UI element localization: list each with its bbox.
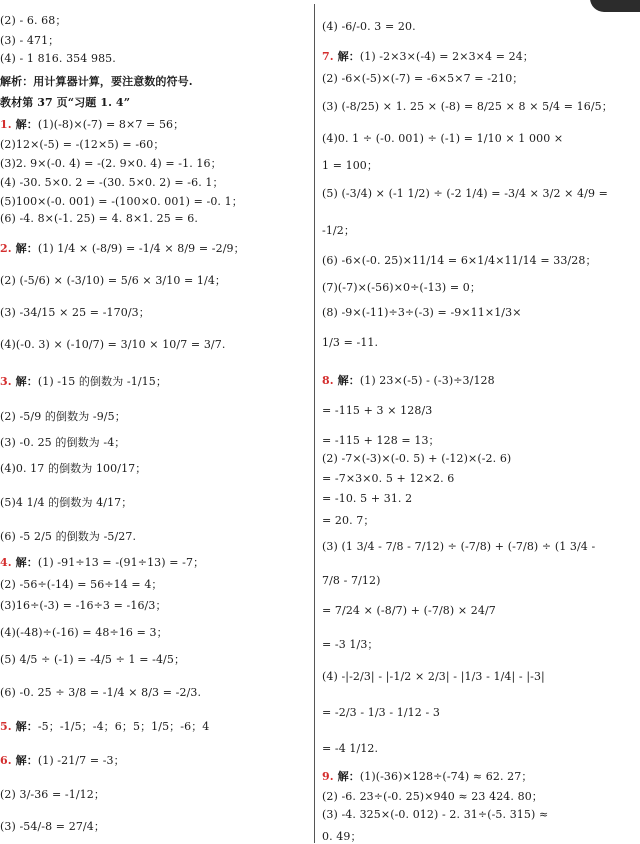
math-text: (2) -6×(-5)×(-7) = -6×5×7 = -210； — [322, 72, 524, 85]
math-text: (3)2. 9×(-0. 4) = -(2. 9×0. 4) = -1. 16； — [0, 157, 222, 170]
solution-line — [0, 338, 225, 351]
math-text: (1) 1/4 × (-8/9) = -1/4 × 8/9 = -2/9； — [37, 242, 245, 255]
solution-line — [322, 132, 563, 145]
solution-line — [322, 222, 355, 238]
solution-line — [0, 155, 222, 171]
solution-label: 解： — [11, 720, 38, 733]
solution-line — [322, 788, 543, 804]
problem-heading-line — [0, 240, 245, 256]
problem-number: 1. — [0, 118, 12, 131]
math-text: 1 = 100； — [322, 159, 379, 172]
solution-line — [322, 742, 378, 755]
solution-line — [322, 432, 440, 448]
solution-line — [322, 336, 378, 349]
solution-line — [322, 157, 378, 173]
math-text: = -3 1/3； — [322, 638, 379, 651]
math-text: (3) -54/-8 = 27/4； — [0, 820, 105, 833]
math-text: (5)4 1/4 的倒数为 4/17； — [0, 496, 133, 509]
problem-number: 9. — [322, 770, 334, 783]
right-column — [322, 0, 640, 843]
math-text: (3) (1 3/4 - 7/8 - 7/12) ÷ (-7/8) + (-7/8) ÷ (1 3/4 - — [322, 540, 596, 553]
solution-line — [0, 12, 66, 28]
solution-line — [322, 808, 548, 821]
problem-number: 8. — [322, 374, 334, 387]
solution-line — [0, 818, 105, 834]
solution-line — [322, 404, 432, 417]
solution-line — [0, 651, 185, 667]
problem-number: 6. — [0, 754, 12, 767]
solution-line — [322, 828, 362, 844]
solution-line — [322, 279, 481, 295]
solution-line — [0, 460, 146, 476]
math-text: (3) (-8/25) × 1. 25 × (-8) = 8/25 × 8 × 5/4 = 16/5； — [322, 100, 613, 113]
math-text: (2) -7×(-3)×(-0. 5) + (-12)×(-2. 6) — [322, 452, 512, 465]
math-text: (6) -0. 25 ÷ 3/8 = -1/4 × 8/3 = -2/3. — [0, 686, 202, 699]
problem-number: 5. — [0, 720, 12, 733]
solution-label: 解： — [11, 556, 38, 569]
solution-line — [322, 636, 379, 652]
math-text: (1) -2×3×(-4) = 2×3×4 = 24； — [359, 50, 534, 63]
solution-line — [0, 73, 193, 89]
math-text: (6) -4. 8×(-1. 25) = 4. 8×1. 25 = 6. — [0, 212, 199, 225]
solution-line — [0, 193, 243, 209]
solution-label: 解： — [11, 242, 38, 255]
math-text: (1) -21/7 = -3； — [37, 754, 125, 767]
math-text: = 7/24 × (-8/7) + (-7/8) × 24/7 — [322, 604, 496, 617]
solution-line — [0, 212, 198, 225]
math-text: = -7×3×0. 5 + 12×2. 6 — [322, 472, 455, 485]
math-text: (3) -0. 25 的倒数为 -4； — [0, 436, 126, 449]
solution-line — [0, 94, 130, 110]
math-text: (3) -34/15 × 25 = -170/3； — [0, 306, 150, 319]
math-text: (1) -91÷13 = -(91÷13) = -7； — [37, 556, 205, 569]
math-text: 7/8 - 7/12) — [322, 574, 381, 587]
math-text: (1) -15 的倒数为 -1/15； — [37, 375, 167, 388]
math-text: = -115 + 3 × 128/3 — [322, 404, 433, 417]
solution-line — [0, 434, 125, 450]
solution-line — [0, 786, 105, 802]
math-text: (3)16÷(-3) = -16÷3 = -16/3； — [0, 599, 167, 612]
solution-label: 解： — [11, 118, 38, 131]
solution-label: 解： — [333, 374, 360, 387]
solution-line — [0, 408, 126, 424]
problem-number: 4. — [0, 556, 12, 569]
math-text: (1) 23×(-5) - (-3)÷3/128 — [359, 374, 495, 387]
math-text: = -2/3 - 1/3 - 1/12 - 3 — [322, 706, 440, 719]
solution-line — [0, 304, 150, 320]
solution-line — [322, 452, 511, 465]
solution-line — [322, 574, 381, 587]
math-text: (5)100×(-0. 001) = -(100×0. 001) = -0. 1； — [0, 195, 243, 208]
problem-number: 7. — [322, 50, 334, 63]
math-text: (3) - 471； — [0, 34, 60, 47]
solution-line — [322, 512, 375, 528]
solution-line — [322, 492, 412, 505]
math-text: (2) 3/-36 = -1/12； — [0, 788, 105, 801]
math-text: (1)(-36)×128÷(-74) ≈ 62. 27； — [359, 770, 533, 783]
math-text: = -10. 5 + 31. 2 — [322, 492, 413, 505]
math-text: (7)(-7)×(-56)×0÷(-13) = 0； — [322, 281, 481, 294]
problem-heading-line — [322, 372, 495, 388]
math-text: 0. 49； — [322, 830, 362, 843]
math-text: (4) -|-2/3| - |-1/2 × 2/3| - |1/3 - 1/4| - |-3| — [322, 670, 545, 683]
left-column — [0, 0, 312, 843]
problem-number: 2. — [0, 242, 12, 255]
math-text: (8) -9×(-11)÷3÷(-3) = -9×11×1/3× — [322, 306, 522, 319]
solution-line — [0, 686, 201, 699]
solution-line — [0, 624, 168, 640]
math-text: (2) -56÷(-14) = 56÷14 = 4； — [0, 578, 163, 591]
math-text: (4)0. 17 的倒数为 100/17； — [0, 462, 147, 475]
solution-line — [322, 472, 454, 485]
math-text: (6) -5 2/5 的倒数为 -5/27. — [0, 530, 137, 543]
math-text: (4) -30. 5×0. 2 = -(30. 5×0. 2) = -6. 1； — [0, 176, 224, 189]
solution-line — [322, 670, 545, 683]
problem-heading-line — [322, 48, 534, 64]
math-text: (2)12×(-5) = -(12×5) = -60； — [0, 138, 165, 151]
math-text: (3) -4. 325×(-0. 012) - 2. 31÷(-5. 315) ≈ — [322, 808, 549, 821]
problem-heading-line — [0, 718, 209, 734]
solution-line — [0, 174, 224, 190]
solution-line — [0, 494, 132, 510]
math-text: (2) - 6. 68； — [0, 14, 67, 27]
problem-heading-line — [0, 752, 125, 768]
math-text: = -115 + 128 = 13； — [322, 434, 440, 447]
column-divider — [314, 4, 315, 843]
math-text: = -4 1/12. — [322, 742, 379, 755]
solution-line — [0, 32, 59, 48]
math-text: (4) -6/-0. 3 = 20. — [322, 20, 416, 33]
math-text: (4) - 1 816. 354 985. — [0, 52, 116, 65]
solution-line — [0, 136, 164, 152]
math-text: 教材第 37 页“习题 1. 4” — [0, 96, 131, 109]
solution-line — [322, 98, 613, 114]
math-text: (2) (-5/6) × (-3/10) = 5/6 × 3/10 = 1/4； — [0, 274, 227, 287]
solution-line — [322, 540, 595, 553]
solution-line — [322, 306, 522, 319]
math-text: (1)(-8)×(-7) = 8×7 = 56； — [37, 118, 185, 131]
problem-heading-line — [0, 554, 204, 570]
solution-label: 解： — [333, 50, 360, 63]
solution-line — [322, 70, 523, 86]
math-text: (4)(-48)÷(-16) = 48÷16 = 3； — [0, 626, 168, 639]
solution-line — [322, 706, 440, 719]
math-text: (2) -6. 23÷(-0. 25)×940 ≈ 23 424. 80； — [322, 790, 543, 803]
solution-line — [0, 576, 163, 592]
solution-line — [322, 604, 496, 617]
problem-heading-line — [0, 116, 184, 132]
solution-line — [322, 20, 416, 33]
solution-line — [322, 252, 597, 268]
problem-heading-line — [322, 768, 532, 784]
math-text: (4)0. 1 ÷ (-0. 001) ÷ (-1) = 1/10 × 1 000 × — [322, 132, 564, 145]
solution-label: 解： — [11, 375, 38, 388]
math-text: 解析：用计算器计算，要注意数的符号. — [0, 75, 193, 88]
solution-line — [322, 187, 608, 200]
math-text: (5) 4/5 ÷ (-1) = -4/5 ÷ 1 = -4/5； — [0, 653, 186, 666]
solution-line — [0, 597, 167, 613]
math-text: = 20. 7； — [322, 514, 375, 527]
math-text: 1/3 = -11. — [322, 336, 379, 349]
math-text: (4)(-0. 3) × (-10/7) = 3/10 × 10/7 = 3/7. — [0, 338, 226, 351]
solution-line — [0, 52, 116, 65]
math-text: (5) (-3/4) × (-1 1/2) ÷ (-2 1/4) = -3/4 × 3/2 × 4/9 = — [322, 187, 608, 200]
solution-label: 解： — [11, 754, 38, 767]
solution-line — [0, 528, 136, 544]
math-text: -5；-1/5；-4；6；5；1/5；-6；4 — [37, 720, 210, 733]
math-text: (2) -5/9 的倒数为 -9/5； — [0, 410, 126, 423]
problem-number: 3. — [0, 375, 12, 388]
math-text: -1/2； — [322, 224, 355, 237]
problem-heading-line — [0, 373, 167, 389]
solution-label: 解： — [333, 770, 360, 783]
math-text: (6) -6×(-0. 25)×11/14 = 6×1/4×11/14 = 33/28； — [322, 254, 597, 267]
solution-line — [0, 272, 226, 288]
